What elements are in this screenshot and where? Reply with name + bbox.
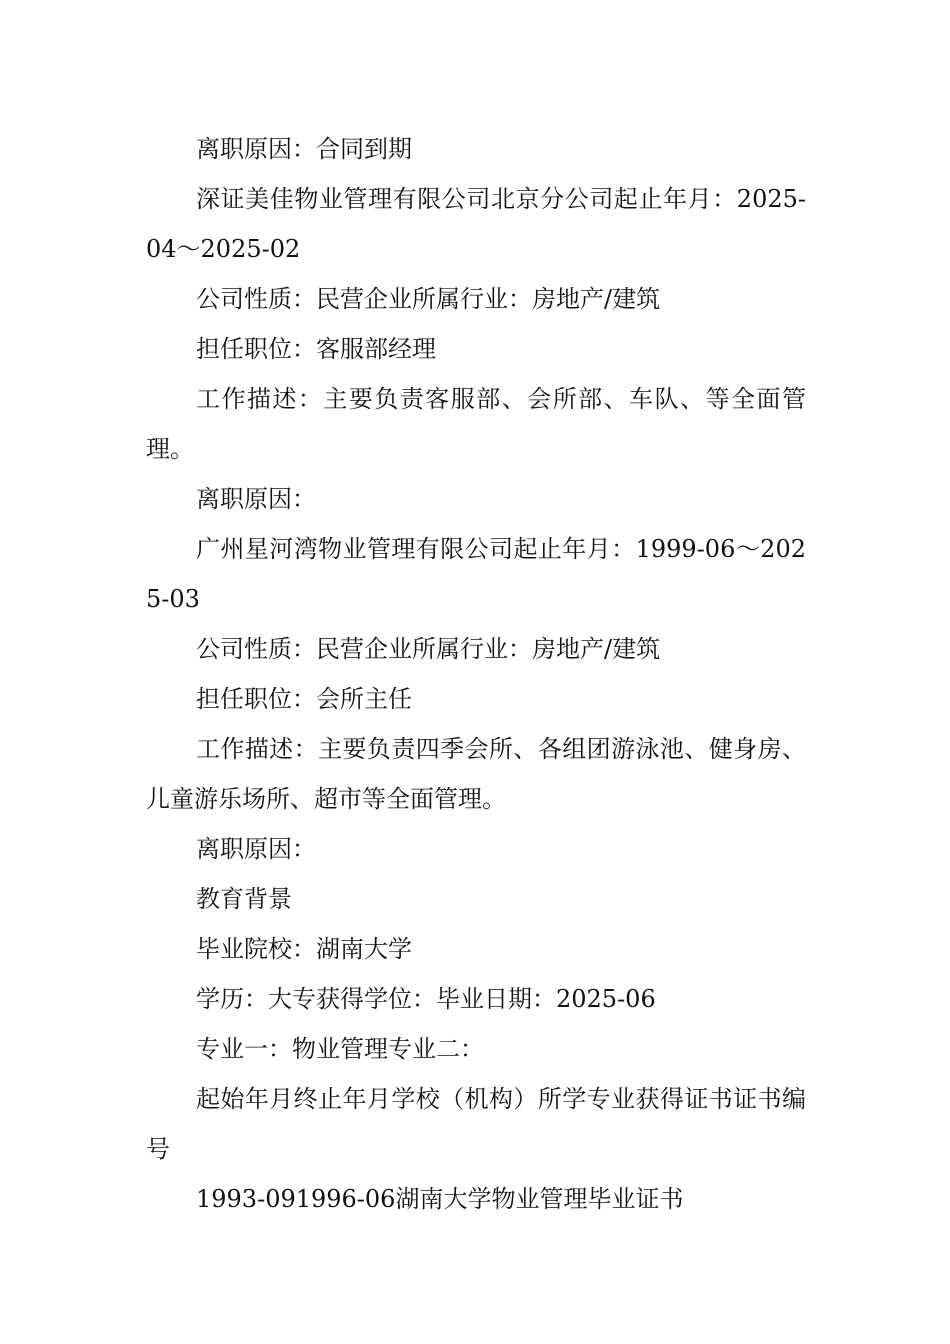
graduate-school: 毕业院校：湖南大学 xyxy=(196,935,412,963)
certificate-table-header: 起始年月终止年月学校（机构）所学专业获得证书证书编号 xyxy=(146,1085,806,1163)
certificate-row: 1993-091996-06湖南大学物业管理毕业证书 xyxy=(196,1185,684,1213)
employer-1-nature: 公司性质：民营企业所属行业：房地产/建筑 xyxy=(196,285,661,313)
education-heading: 教育背景 xyxy=(196,885,292,913)
employer-2-description: 工作描述：主要负责四季会所、各组团游泳池、健身房、儿童游乐场所、超市等全面管理。 xyxy=(146,735,806,813)
education-degree: 学历：大专获得学位：毕业日期：2025-06 xyxy=(196,985,656,1013)
resign-reason-2: 离职原因： xyxy=(196,485,316,513)
employer-2-nature: 公司性质：民营企业所属行业：房地产/建筑 xyxy=(196,635,661,663)
document-body xyxy=(146,124,806,1224)
employer-2-period: 广州星河湾物业管理有限公司起止年月：1999-06～2025-03 xyxy=(146,535,806,613)
employer-1-period: 深证美佳物业管理有限公司北京分公司起止年月：2025-04～2025-02 xyxy=(146,185,806,263)
employer-2-position: 担任职位：会所主任 xyxy=(196,685,412,713)
resign-reason-3: 离职原因： xyxy=(196,835,316,863)
education-major: 专业一：物业管理专业二： xyxy=(196,1035,484,1063)
employer-1-description: 工作描述：主要负责客服部、会所部、车队、等全面管理。 xyxy=(146,385,806,463)
employer-1-position: 担任职位：客服部经理 xyxy=(196,335,436,363)
resign-reason-1: 离职原因：合同到期 xyxy=(196,135,412,163)
